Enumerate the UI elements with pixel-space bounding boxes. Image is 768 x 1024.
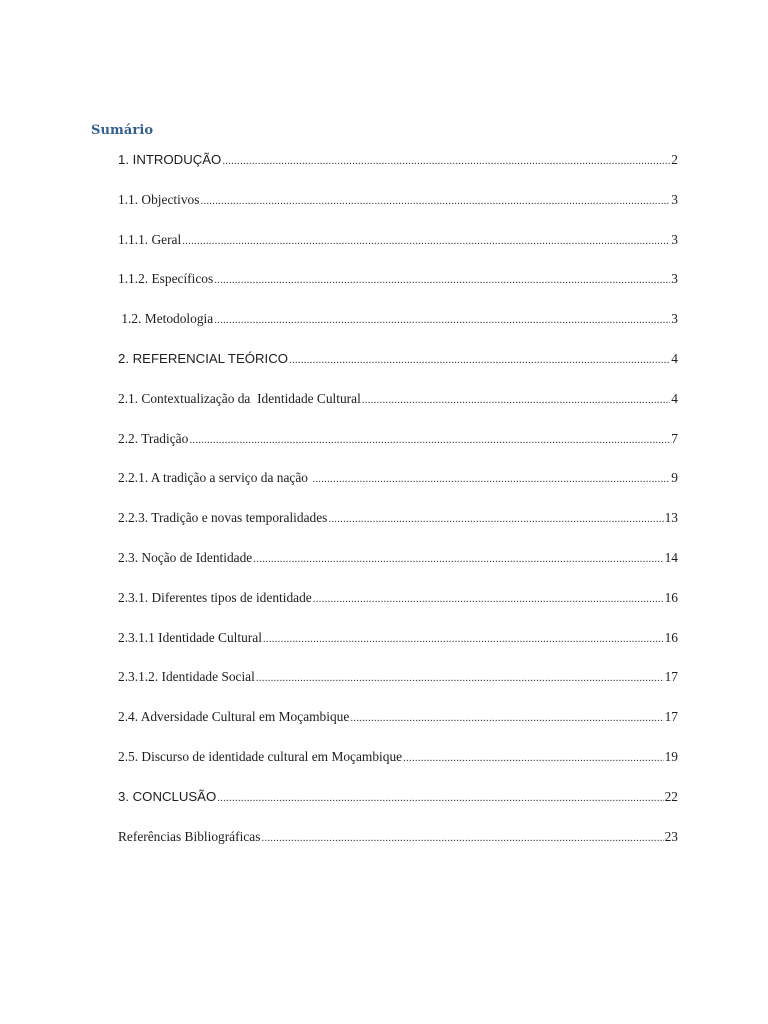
toc-entry[interactable] xyxy=(118,628,678,648)
dot-leader xyxy=(222,151,670,170)
toc-entry-page-number: 13 xyxy=(664,510,678,526)
toc-entry[interactable] xyxy=(118,588,678,608)
dot-leader xyxy=(200,191,670,210)
toc-entry[interactable] xyxy=(118,468,678,488)
toc-entry[interactable] xyxy=(118,230,678,250)
dot-leader xyxy=(289,350,670,369)
toc-entry[interactable] xyxy=(118,429,678,449)
toc-heading: Sumário xyxy=(91,123,154,138)
toc-entry-label: 2.3.1.1 Identidade Cultural xyxy=(118,629,262,645)
toc-entry[interactable] xyxy=(118,349,678,369)
dot-leader xyxy=(362,390,670,409)
toc-entry[interactable] xyxy=(118,269,678,289)
toc-entry-label: 2. REFERENCIAL TEÓRICO xyxy=(118,351,289,366)
dot-leader xyxy=(261,828,663,847)
toc-entry-page-number: 4 xyxy=(671,351,678,366)
toc-entry-label: 2.4. Adversidade Cultural em Moçambique xyxy=(118,709,350,725)
dot-leader xyxy=(217,788,663,807)
toc-entry-page-number: 19 xyxy=(664,749,678,764)
toc-entry[interactable] xyxy=(118,707,678,727)
toc-entry-page-number: 16 xyxy=(664,589,678,605)
toc-entry[interactable] xyxy=(118,150,678,170)
toc-entry[interactable] xyxy=(118,389,678,409)
dot-leader xyxy=(214,310,670,329)
toc-entry-label: 2.2. Tradição xyxy=(118,430,189,446)
toc-entry-page-number: 17 xyxy=(664,709,678,725)
toc-entry-page-number: 22 xyxy=(664,788,678,804)
toc-entry[interactable] xyxy=(118,787,678,807)
dot-leader xyxy=(189,430,670,449)
toc-entry-page-number: 3 xyxy=(671,311,678,327)
toc-entry-page-number: 14 xyxy=(664,550,678,565)
toc-entry[interactable] xyxy=(118,667,678,687)
toc-entry-label: 2.3. Noção de Identidade xyxy=(118,550,253,565)
toc-entry-page-number: 3 xyxy=(671,231,678,247)
toc-entry[interactable] xyxy=(118,548,678,568)
toc-entry-label: 3. CONCLUSÃO xyxy=(118,788,217,804)
toc-entry[interactable] xyxy=(118,309,678,329)
toc-entry-label: 2.1. Contextualização da Identidade Cultural xyxy=(118,390,361,406)
toc-entry-label: 1.2. Metodologia xyxy=(118,311,214,327)
dot-leader xyxy=(263,629,664,648)
toc-entry-label: 2.2.1. A tradição a serviço da nação xyxy=(118,470,312,486)
toc-entry[interactable] xyxy=(118,190,678,210)
toc-entry[interactable] xyxy=(118,508,678,528)
toc-entry-label: 1. INTRODUÇÃO xyxy=(118,152,222,167)
toc-entry-page-number: 17 xyxy=(664,669,678,685)
toc-entry[interactable] xyxy=(118,747,678,767)
dot-leader xyxy=(328,509,663,528)
toc-entry-page-number: 9 xyxy=(671,470,678,486)
dot-leader xyxy=(312,469,670,488)
dot-leader xyxy=(313,589,664,608)
toc-entry[interactable] xyxy=(118,827,678,847)
dot-leader xyxy=(253,549,663,568)
dot-leader xyxy=(403,748,664,767)
toc-entry-page-number: 3 xyxy=(671,271,678,287)
toc-entry-page-number: 16 xyxy=(664,629,678,645)
toc-entry-label: Referências Bibliográficas xyxy=(118,828,261,844)
dot-leader xyxy=(256,668,664,687)
toc-entry-page-number: 3 xyxy=(671,191,678,207)
toc-entry-page-number: 7 xyxy=(671,430,678,446)
dot-leader xyxy=(182,231,670,250)
toc-entry-page-number: 23 xyxy=(664,828,678,844)
toc-entry-label: 1.1.1. Geral xyxy=(118,231,182,247)
toc-entry-label: 2.5. Discurso de identidade cultural em Moçambique xyxy=(118,749,403,764)
toc-entry-label: 1.1. Objectivos xyxy=(118,191,200,207)
toc-entry-label: 2.2.3. Tradição e novas temporalidades xyxy=(118,510,328,526)
dot-leader xyxy=(350,708,663,727)
toc-entry-label: 2.3.1.2. Identidade Social xyxy=(118,669,255,685)
toc-entry-label: 2.3.1. Diferentes tipos de identidade xyxy=(118,589,312,605)
dot-leader xyxy=(214,270,670,289)
toc-entry-page-number: 4 xyxy=(671,390,678,406)
toc-entry-label: 1.1.2. Específicos xyxy=(118,271,214,287)
toc-entry-page-number: 2 xyxy=(671,152,678,167)
